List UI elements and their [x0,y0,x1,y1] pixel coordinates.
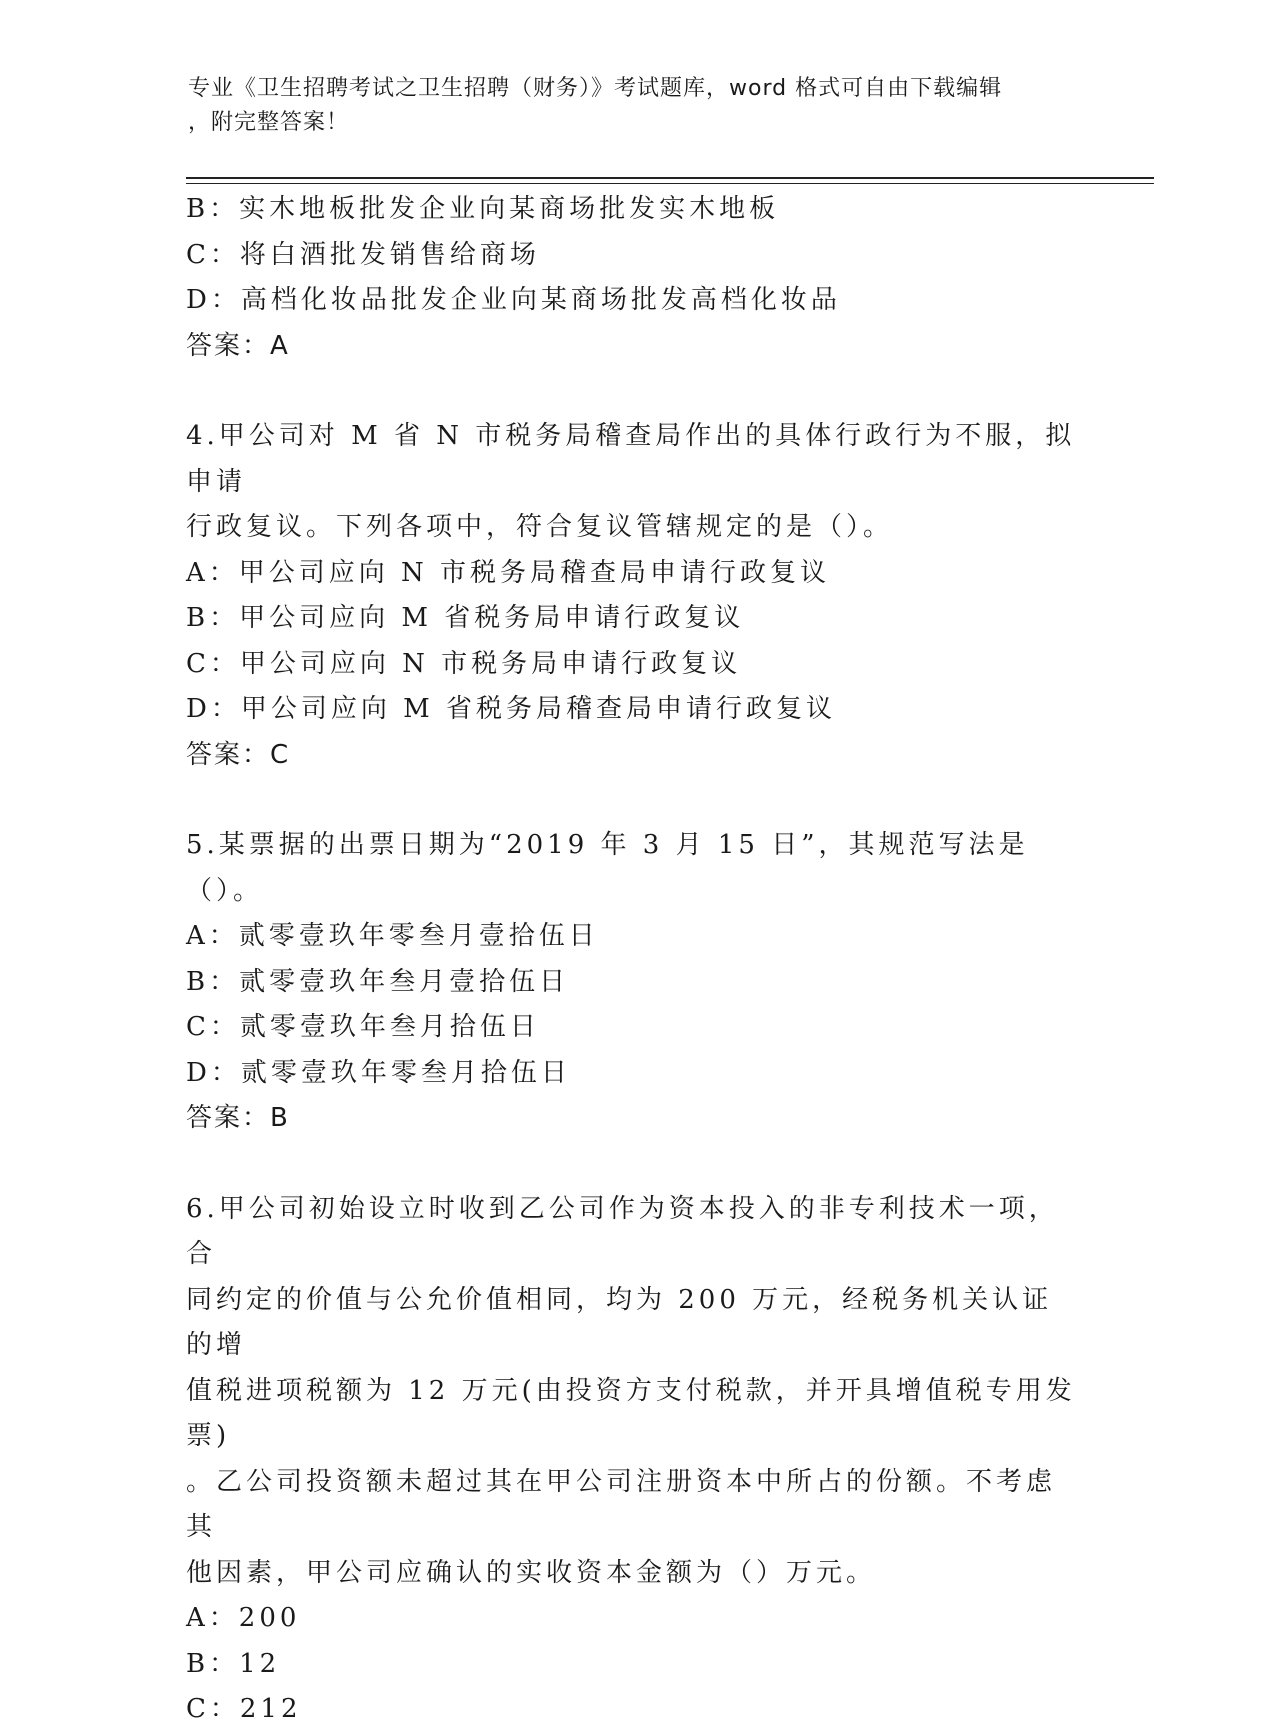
option-b: B：甲公司应向 M 省税务局申请行政复议 [186,603,745,633]
question-stem-line: 同约定的价值与公允价值相同，均为 200 万元，经税务机关认证的增 [186,1284,1053,1360]
spacer [186,1142,1076,1187]
option-a: A：甲公司应向 N 市税务局稽查局申请行政复议 [186,557,831,588]
header-rule-thin [186,183,1154,184]
question-block-5 [186,823,1076,1142]
answer-label: 答案：A [186,330,290,361]
option-a: A：200 [186,1603,301,1633]
option-b: B：12 [186,1648,281,1679]
option-c: C：甲公司应向 N 市税务局申请行政复议 [186,648,742,679]
question-stem-line: 4.甲公司对 M 省 N 市税务局稽查局作出的具体行政行为不服，拟申请 [186,421,1076,497]
answer-label: 答案：C [186,739,291,770]
question-stem-line: 6.甲公司初始设立时收到乙公司作为资本投入的非专利技术一项，合 [186,1193,1059,1269]
question-stem-line: 5.某票据的出票日期为“2019 年 3 月 15 日”，其规范写法是（）。 [186,830,1029,906]
header-line-1: 专业《卫生招聘考试之卫生招聘（财务）》考试题库，word 格式可自由下载编辑 [188,76,1003,101]
question-list [186,187,1076,1733]
question-block-4 [186,414,1076,778]
header-line-2: ，附完整答案！ [188,110,350,135]
spacer [186,369,1076,414]
option-c: C：212 [186,1694,302,1724]
question-block-6 [186,1187,1076,1733]
document-header [188,72,1068,140]
option-d: D：高档化妆品批发企业向某商场批发高档化妆品 [186,285,841,315]
option-c: C：将白酒批发销售给商场 [186,239,540,270]
option-d: D：甲公司应向 M 省税务局稽查局申请行政复议 [186,694,836,724]
option-a: A：贰零壹玖年零叁月壹拾伍日 [186,921,599,951]
question-stem-line: 值税进项税额为 12 万元(由投资方支付税款，并开具增值税专用发票) [186,1375,1076,1451]
option-b: B：实木地板批发企业向某商场批发实木地板 [186,194,780,224]
spacer [186,778,1076,823]
question-block-prev [186,187,1076,369]
question-stem-line: 。乙公司投资额未超过其在甲公司注册资本中所占的份额。不考虑其 [186,1466,1057,1542]
question-stem-line: 他因素，甲公司应确认的实收资本金额为（）万元。 [186,1557,877,1588]
header-rule-thick [186,177,1154,179]
option-d: D：贰零壹玖年零叁月拾伍日 [186,1057,571,1088]
option-b: B：贰零壹玖年叁月壹拾伍日 [186,966,570,997]
answer-label: 答案：B [186,1103,290,1133]
question-stem-line: 行政复议。下列各项中，符合复议管辖规定的是（）。 [186,512,894,542]
option-c: C：贰零壹玖年叁月拾伍日 [186,1012,540,1042]
